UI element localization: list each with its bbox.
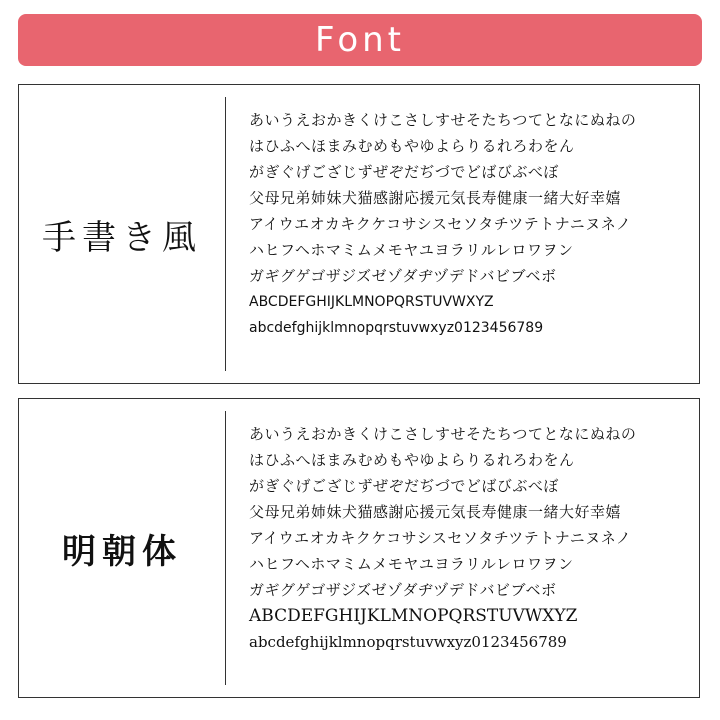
sample-line-lowercase-digits: abcdefghijklmnopqrstuvwxyz0123456789 [249,320,544,336]
sample-line-lowercase-digits: abcdefghijklmnopqrstuvwxyz0123456789 [249,633,567,651]
panel-divider [225,411,226,685]
sample-line-hiragana-2: はひふへほまみむめもやゆよらりるれろわをん [249,451,575,469]
sample-line-uppercase: ABCDEFGHIJKLMNOPQRSTUVWXYZ [249,294,494,310]
sample-line-katakana-voiced: ガギグゲゴザジズゼゾダヂヅデドバビブベボ [249,581,557,599]
sample-line-hiragana-1: あいうえおかきくけこさしすせそたちつてとなにぬねの [249,425,637,443]
font-sample-list [249,107,689,341]
sample-line-katakana-2: ハヒフヘホマミムメモヤユヨラリルレロワヲン [249,241,574,259]
panel-divider [225,97,226,371]
sample-line-hiragana-1: あいうえおかきくけこさしすせそたちつてとなにぬねの [249,111,637,129]
sample-line-uppercase: ABCDEFGHIJKLMNOPQRSTUVWXYZ [249,606,578,626]
sample-line-hiragana-voiced: がぎぐげござじずぜぞだぢづでどばびぶべぼ [249,163,559,181]
sample-line-katakana-1: アイウエオカキクケコサシスセソタチツテトナニヌネノ [249,529,632,547]
font-label-mincho: 明朝体 [62,531,182,572]
sample-line-hiragana-voiced: がぎぐげござじずぜぞだぢづでどばびぶべぼ [249,477,559,495]
font-panel-handwriting [18,84,700,384]
font-label-handwriting: 手書き風 [42,217,202,258]
sample-line-hiragana-2: はひふへほまみむめもやゆよらりるれろわをん [249,137,575,155]
sample-line-kanji: 父母兄弟姉妹犬猫感謝応援元気長寿健康一緒大好幸嬉 [249,189,622,207]
sample-line-katakana-2: ハヒフヘホマミムメモヤユヨラリルレロワヲン [249,555,574,573]
font-header-banner [18,14,702,66]
font-panel-mincho [18,398,700,698]
sample-line-katakana-1: アイウエオカキクケコサシスセソタチツテトナニヌネノ [249,215,632,233]
font-sample-list [249,421,689,655]
header-title: Font [314,20,406,60]
sample-line-kanji: 父母兄弟姉妹犬猫感謝応援元気長寿健康一緒大好幸嬉 [249,503,622,521]
sample-line-katakana-voiced: ガギグゲゴザジズゼゾダヂヅデドバビブベボ [249,267,557,285]
